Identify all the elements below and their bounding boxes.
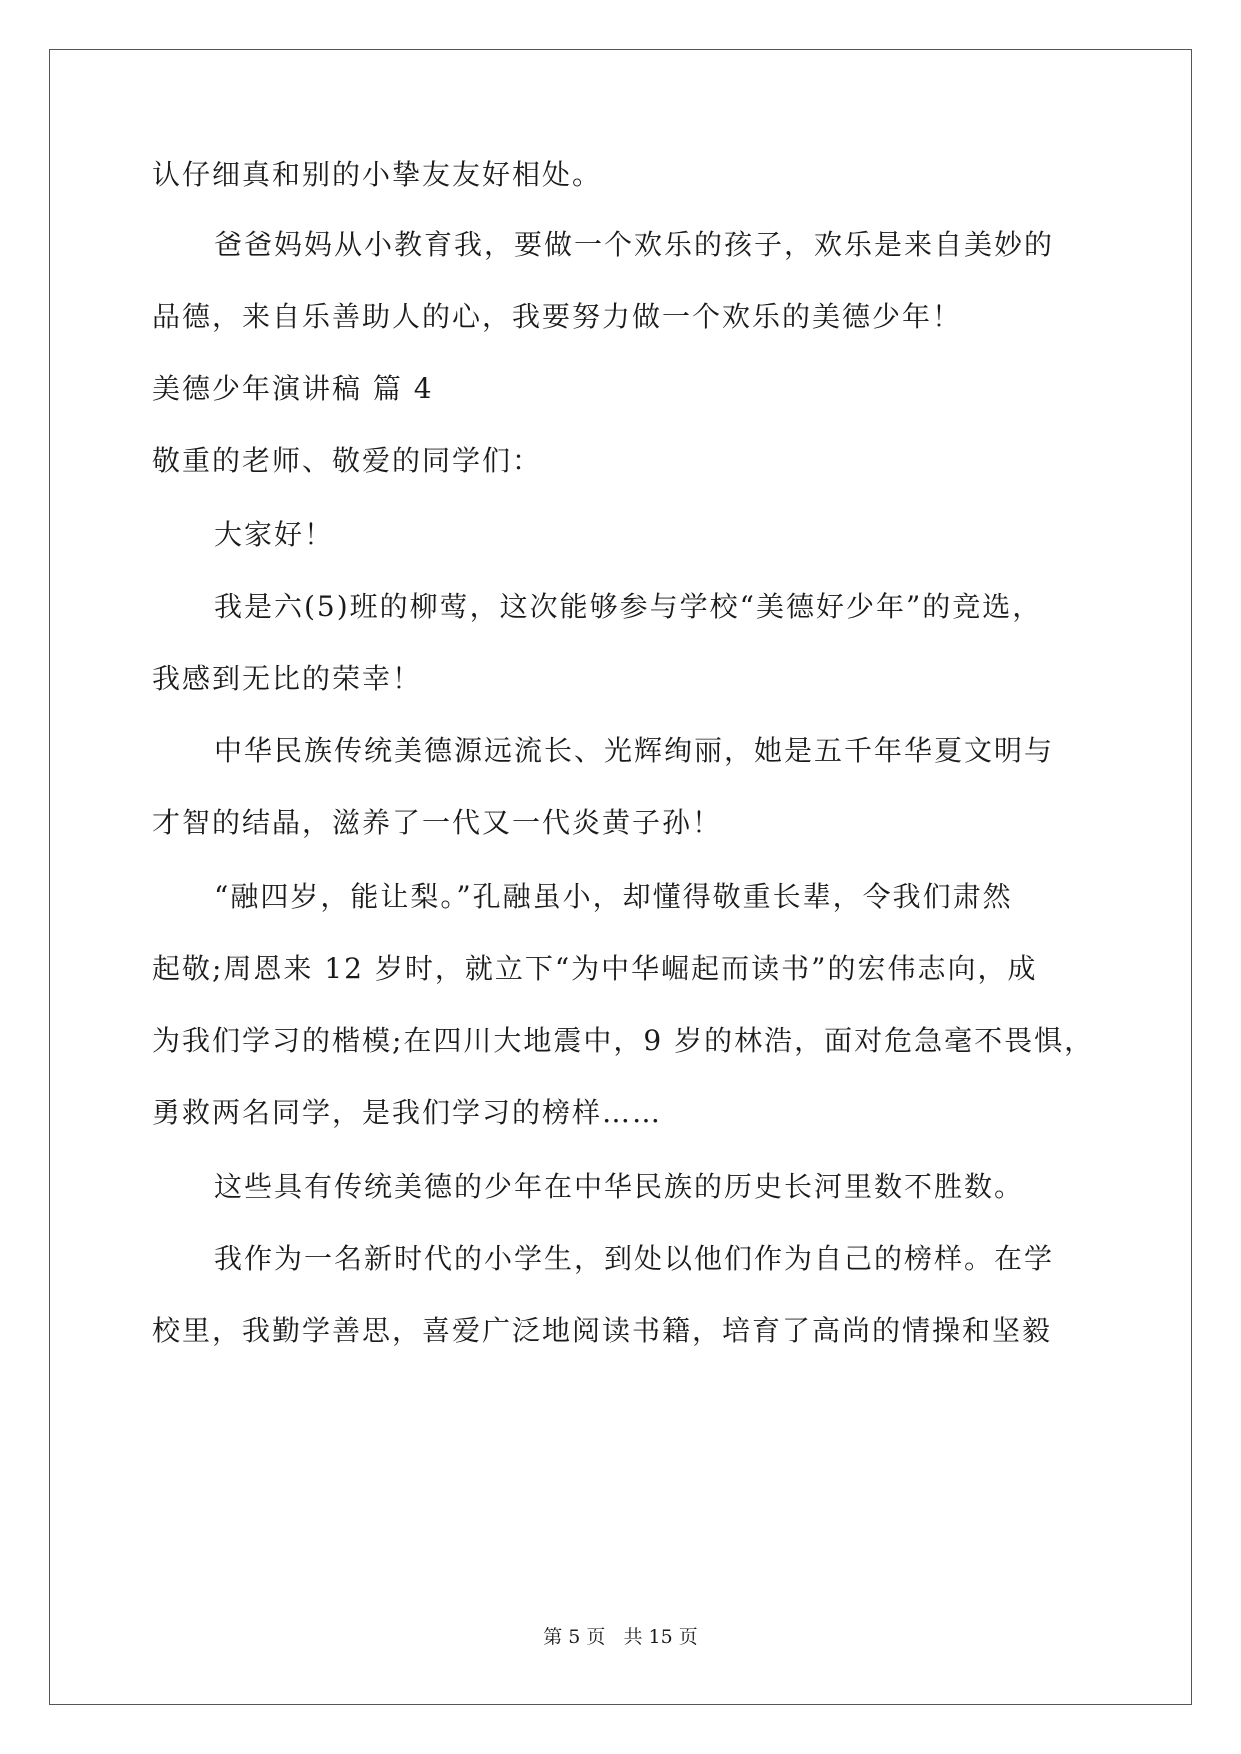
paragraph-line: 品德，来自乐善助人的心，我要努力做一个欢乐的美德少年！ xyxy=(152,300,963,333)
paragraph-line: 勇救两名同学，是我们学习的榜样…… xyxy=(152,1096,663,1129)
section-heading: 美德少年演讲稿 篇 4 xyxy=(152,372,434,405)
paragraph-line: 校里，我勤学善思，喜爱广泛地阅读书籍，培育了高尚的情操和坚毅 xyxy=(152,1314,1053,1347)
paragraph-line: 爸爸妈妈从小教育我，要做一个欢乐的孩子，欢乐是来自美妙的 xyxy=(214,228,1055,261)
salutation: 敬重的老师、敬爱的同学们： xyxy=(152,444,543,477)
paragraph-line: 我作为一名新时代的小学生，到处以他们作为自己的榜样。在学 xyxy=(214,1242,1055,1275)
page-number: 第 5 页 xyxy=(543,1626,606,1648)
paragraph-line: 中华民族传统美德源远流长、光辉绚丽，她是五千年华夏文明与 xyxy=(214,734,1055,767)
paragraph-line: 这些具有传统美德的少年在中华民族的历史长河里数不胜数。 xyxy=(214,1170,1025,1203)
page-total: 共 15 页 xyxy=(623,1626,698,1648)
greeting: 大家好！ xyxy=(214,518,335,551)
paragraph-line: “融四岁，能让梨。”孔融虽小，却懂得敬重长辈，令我们肃然 xyxy=(214,880,1013,913)
page-footer xyxy=(0,1625,1241,1649)
paragraph-line: 我感到无比的荣幸！ xyxy=(152,662,423,695)
paragraph-line: 为我们学习的楷模;在四川大地震中，9 岁的林浩，面对危急毫不畏惧， xyxy=(152,1024,1095,1057)
paragraph-line: 我是六(5)班的柳莺，这次能够参与学校“美德好少年”的竞选， xyxy=(214,590,1043,623)
paragraph-line: 才智的结晶，滋养了一代又一代炎黄子孙！ xyxy=(152,806,723,839)
paragraph-line: 起敬;周恩来 12 岁时，就立下“为中华崛起而读书”的宏伟志向，成 xyxy=(152,952,1038,985)
paragraph-line: 认仔细真和别的小挚友友好相处。 xyxy=(152,158,603,191)
